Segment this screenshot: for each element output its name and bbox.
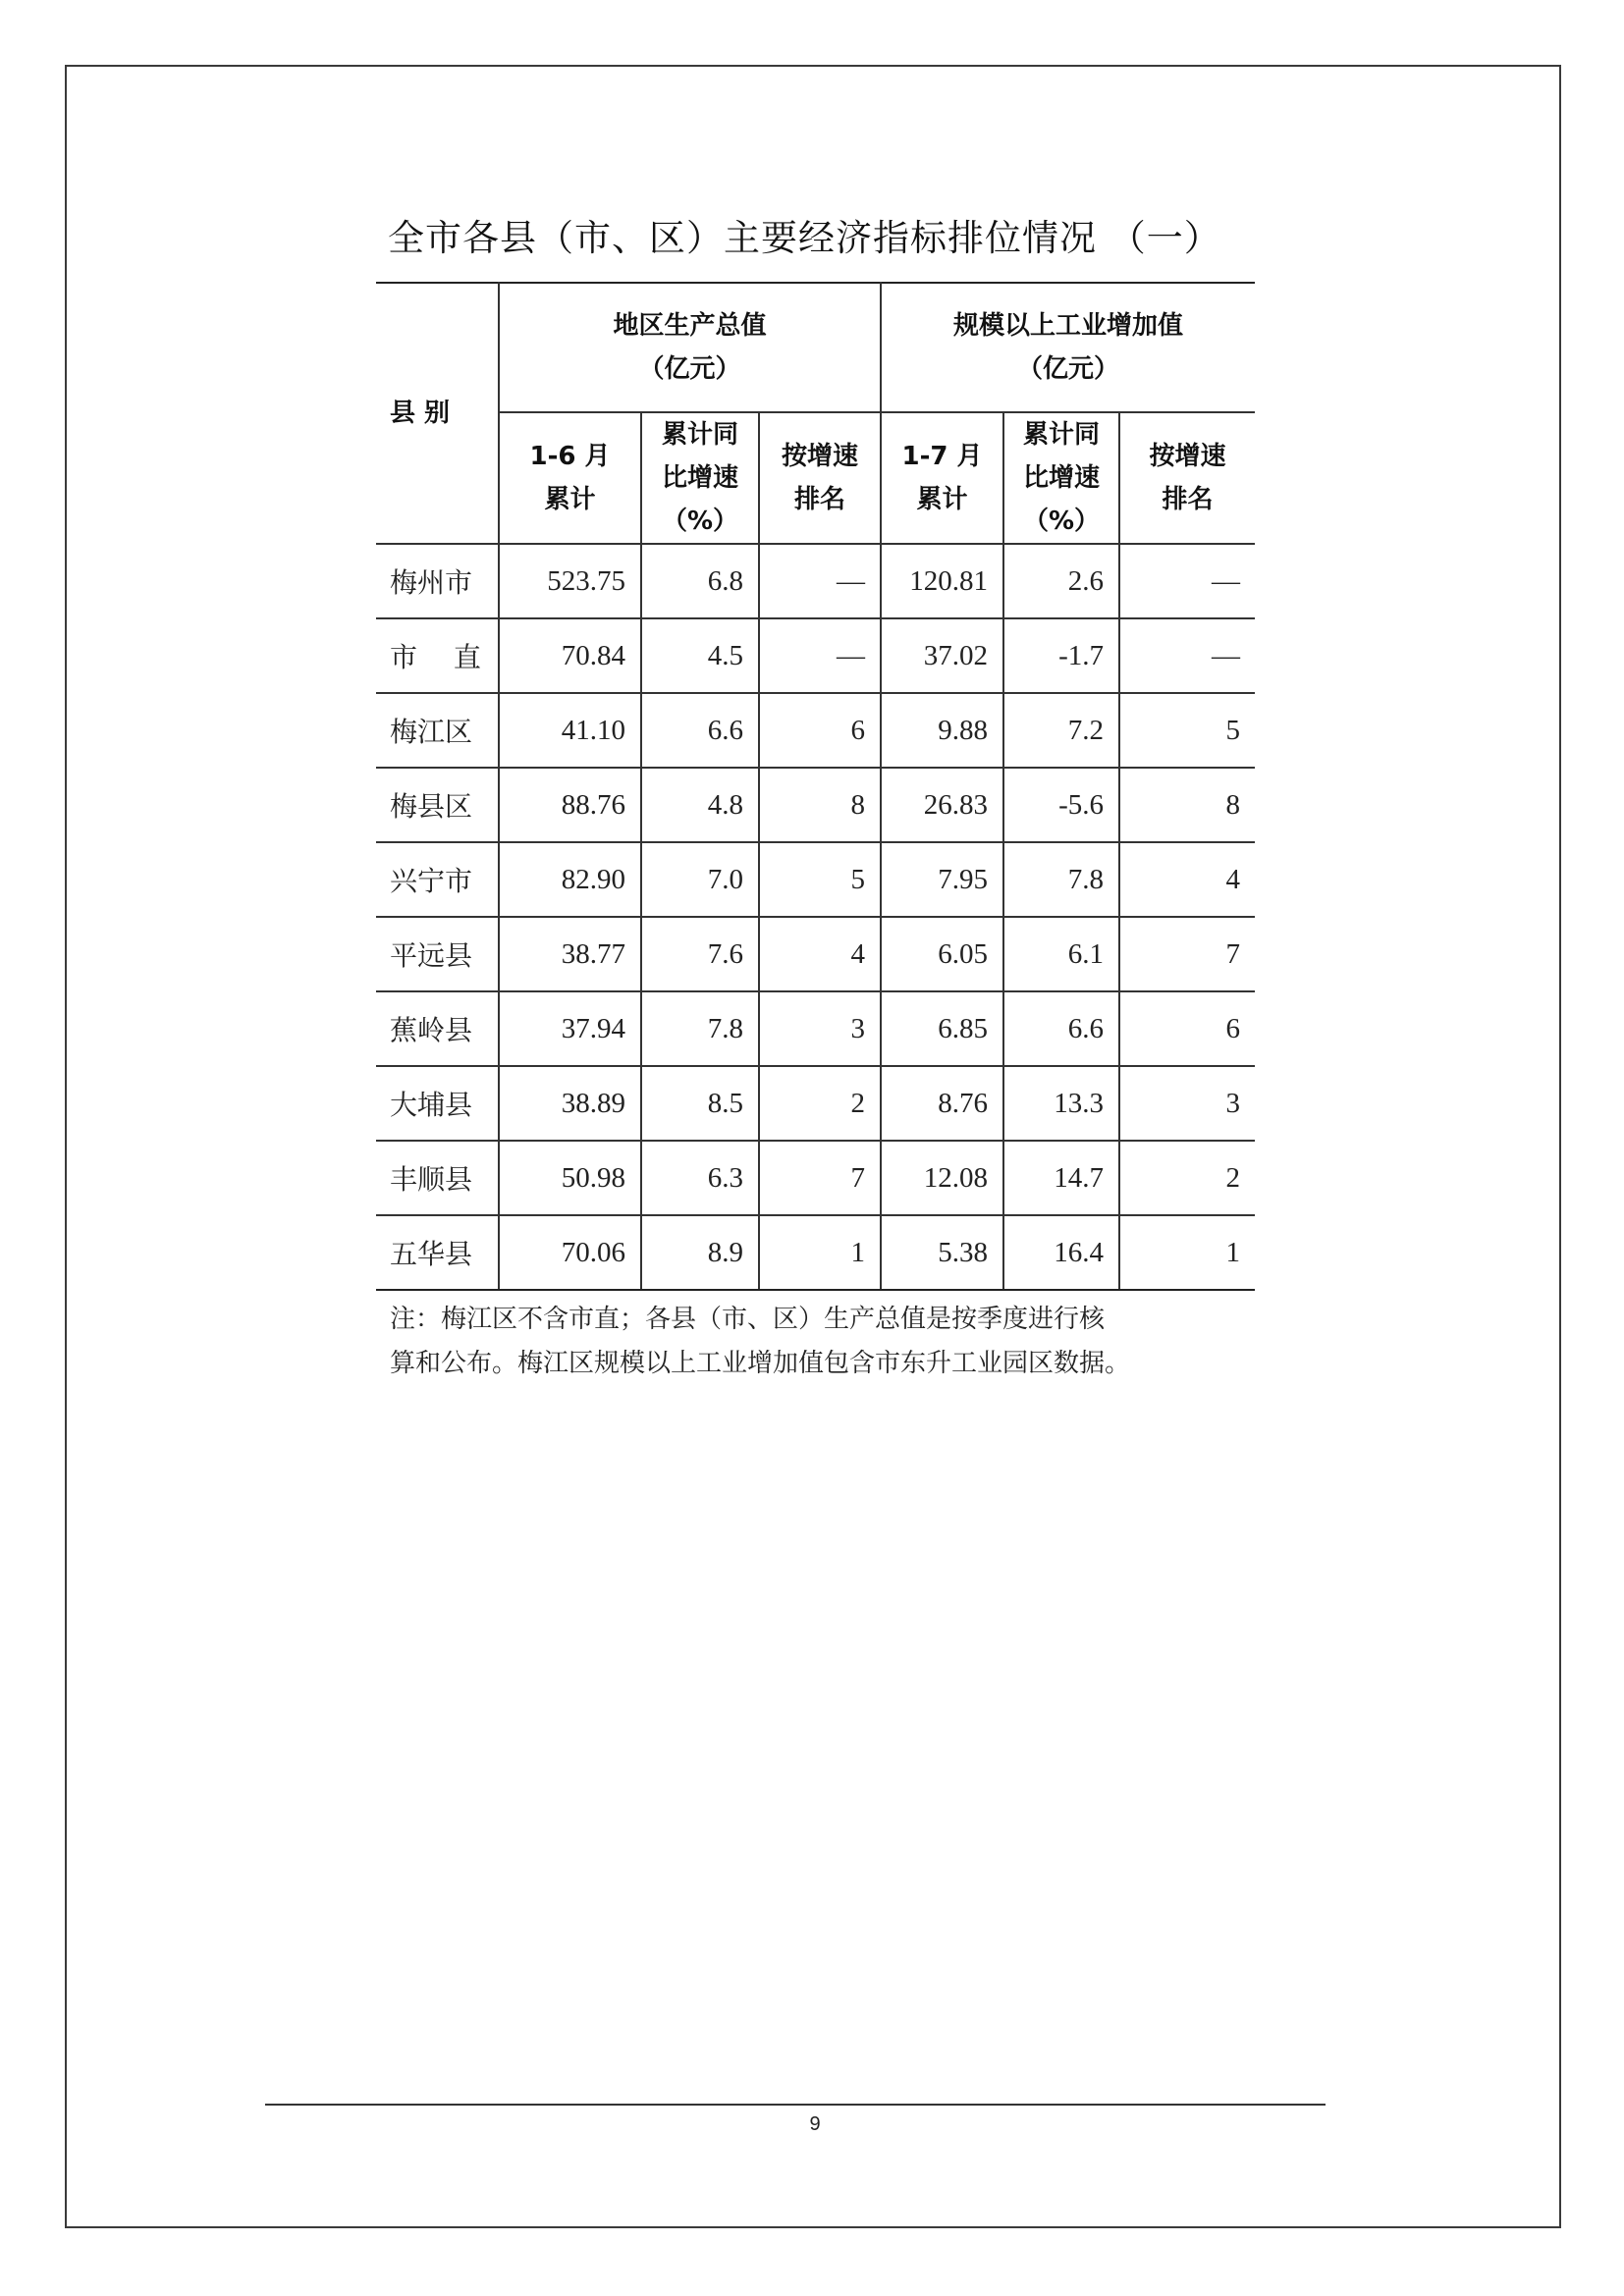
industry-cumulative-cell: 12.08 [881,1141,1003,1215]
gdp-cumulative-cell: 50.98 [499,1141,641,1215]
industry-rank-cell: — [1119,544,1255,618]
subheader-line: 累计 [544,485,596,514]
gdp-growth-cell: 7.8 [641,991,759,1066]
county-name-cell: 丰顺县 [376,1141,499,1215]
subheader-line: 排名 [1162,485,1214,514]
gdp-cumulative-cell: 37.94 [499,991,641,1066]
subheader-line: 1-6 月 [529,442,611,471]
gdp-cumulative-cell: 88.76 [499,768,641,842]
industry-cumulative-cell: 9.88 [881,693,1003,768]
industry-growth-cell: -1.7 [1003,618,1119,693]
footnote-line-2: 算和公布。梅江区规模以上工业增加值包含市东升工业园区数据。 [390,1349,1131,1378]
page-title: 全市各县（市、区）主要经济指标排位情况 （一） [388,217,1221,259]
table-row [376,917,1255,991]
gdp-rank-header [759,412,881,544]
county-name-cell: 蕉岭县 [376,991,499,1066]
gdp-cumulative-cell: 70.84 [499,618,641,693]
table-row [376,842,1255,917]
table-row [376,991,1255,1066]
subheader-line: 比增速 [1022,463,1100,493]
gdp-rank-cell: — [759,544,881,618]
county-name-cell: 梅江区 [376,693,499,768]
industry-cumulative-cell: 6.85 [881,991,1003,1066]
gdp-cumulative-cell: 38.77 [499,917,641,991]
gdp-growth-cell: 4.8 [641,768,759,842]
industry-cumulative-header [881,412,1003,544]
subheader-line: （%） [1022,507,1101,536]
industry-cumulative-cell: 8.76 [881,1066,1003,1141]
subheader-line: 累计同 [1022,420,1100,450]
county-column-header: 县 别 [376,283,499,544]
industry-rank-cell: — [1119,618,1255,693]
industry-growth-cell: 6.6 [1003,991,1119,1066]
footnote-line-1: 注：梅江区不含市直；各县（市、区）生产总值是按季度进行核 [390,1305,1106,1334]
gdp-cumulative-cell: 82.90 [499,842,641,917]
gdp-growth-cell: 6.3 [641,1141,759,1215]
industry-growth-cell: 13.3 [1003,1066,1119,1141]
gdp-cumulative-cell: 70.06 [499,1215,641,1290]
industry-growth-cell: 16.4 [1003,1215,1119,1290]
gdp-cumulative-cell: 38.89 [499,1066,641,1141]
industry-rank-cell: 8 [1119,768,1255,842]
gdp-growth-cell: 8.9 [641,1215,759,1290]
gdp-rank-cell: 5 [759,842,881,917]
county-name-cell: 大埔县 [376,1066,499,1141]
industry-rank-cell: 1 [1119,1215,1255,1290]
gdp-growth-cell: 8.5 [641,1066,759,1141]
gdp-rank-cell: 3 [759,991,881,1066]
gdp-rank-cell: 2 [759,1066,881,1141]
gdp-growth-cell: 6.6 [641,693,759,768]
industry-rank-cell: 3 [1119,1066,1255,1141]
footnote [390,1298,1254,1386]
subheader-line: 1-7 月 [901,442,983,471]
table-row [376,693,1255,768]
gdp-rank-cell: 6 [759,693,881,768]
industry-rank-cell: 7 [1119,917,1255,991]
industry-growth-cell: -5.6 [1003,768,1119,842]
gdp-growth-header [641,412,759,544]
industry-growth-cell: 14.7 [1003,1141,1119,1215]
industry-rank-cell: 4 [1119,842,1255,917]
subheader-line: 排名 [793,485,845,514]
gdp-group-unit: （亿元） [638,354,741,384]
industry-cumulative-cell: 26.83 [881,768,1003,842]
gdp-rank-cell: 1 [759,1215,881,1290]
gdp-rank-cell: 4 [759,917,881,991]
subheader-line: 累计 [916,485,968,514]
indicator-table [376,282,1255,1291]
gdp-cumulative-cell: 41.10 [499,693,641,768]
industry-cumulative-cell: 6.05 [881,917,1003,991]
industry-cumulative-cell: 120.81 [881,544,1003,618]
header-row-groups [376,283,1255,412]
industry-rank-cell: 2 [1119,1141,1255,1215]
subheader-line: 按增速 [781,442,858,471]
table-row [376,618,1255,693]
industry-rank-header [1119,412,1255,544]
county-name-cell: 兴宁市 [376,842,499,917]
table-row [376,544,1255,618]
footer-rule [265,2104,1326,2106]
gdp-group-title: 地区生产总值 [613,311,767,341]
page-number: 9 [809,2113,821,2135]
industry-growth-header [1003,412,1119,544]
table-row [376,1215,1255,1290]
table-body [376,544,1255,1290]
gdp-growth-cell: 4.5 [641,618,759,693]
subheader-line: 按增速 [1149,442,1226,471]
subheader-line: （%） [661,507,739,536]
industry-growth-cell: 6.1 [1003,917,1119,991]
gdp-rank-cell: 7 [759,1141,881,1215]
gdp-growth-cell: 7.0 [641,842,759,917]
table-row [376,768,1255,842]
county-name-cell: 梅州市 [376,544,499,618]
county-name-cell: 五华县 [376,1215,499,1290]
industry-rank-cell: 6 [1119,991,1255,1066]
gdp-rank-cell: — [759,618,881,693]
industry-rank-cell: 5 [1119,693,1255,768]
gdp-rank-cell: 8 [759,768,881,842]
table-row [376,1066,1255,1141]
industry-cumulative-cell: 5.38 [881,1215,1003,1290]
industry-group-unit: （亿元） [1017,354,1120,384]
county-name-cell: 梅县区 [376,768,499,842]
gdp-growth-cell: 6.8 [641,544,759,618]
county-name-cell: 平远县 [376,917,499,991]
gdp-cumulative-cell: 523.75 [499,544,641,618]
header-row-subcolumns [376,412,1255,544]
county-name-cell: 市 直 [376,618,499,693]
gdp-group-header [499,283,881,412]
industry-group-header [881,283,1255,412]
industry-group-title: 规模以上工业增加值 [953,311,1184,341]
table-row [376,1141,1255,1215]
industry-growth-cell: 7.2 [1003,693,1119,768]
industry-cumulative-cell: 7.95 [881,842,1003,917]
industry-cumulative-cell: 37.02 [881,618,1003,693]
subheader-line: 比增速 [661,463,738,493]
subheader-line: 累计同 [661,420,738,450]
industry-growth-cell: 7.8 [1003,842,1119,917]
industry-growth-cell: 2.6 [1003,544,1119,618]
gdp-growth-cell: 7.6 [641,917,759,991]
gdp-cumulative-header [499,412,641,544]
